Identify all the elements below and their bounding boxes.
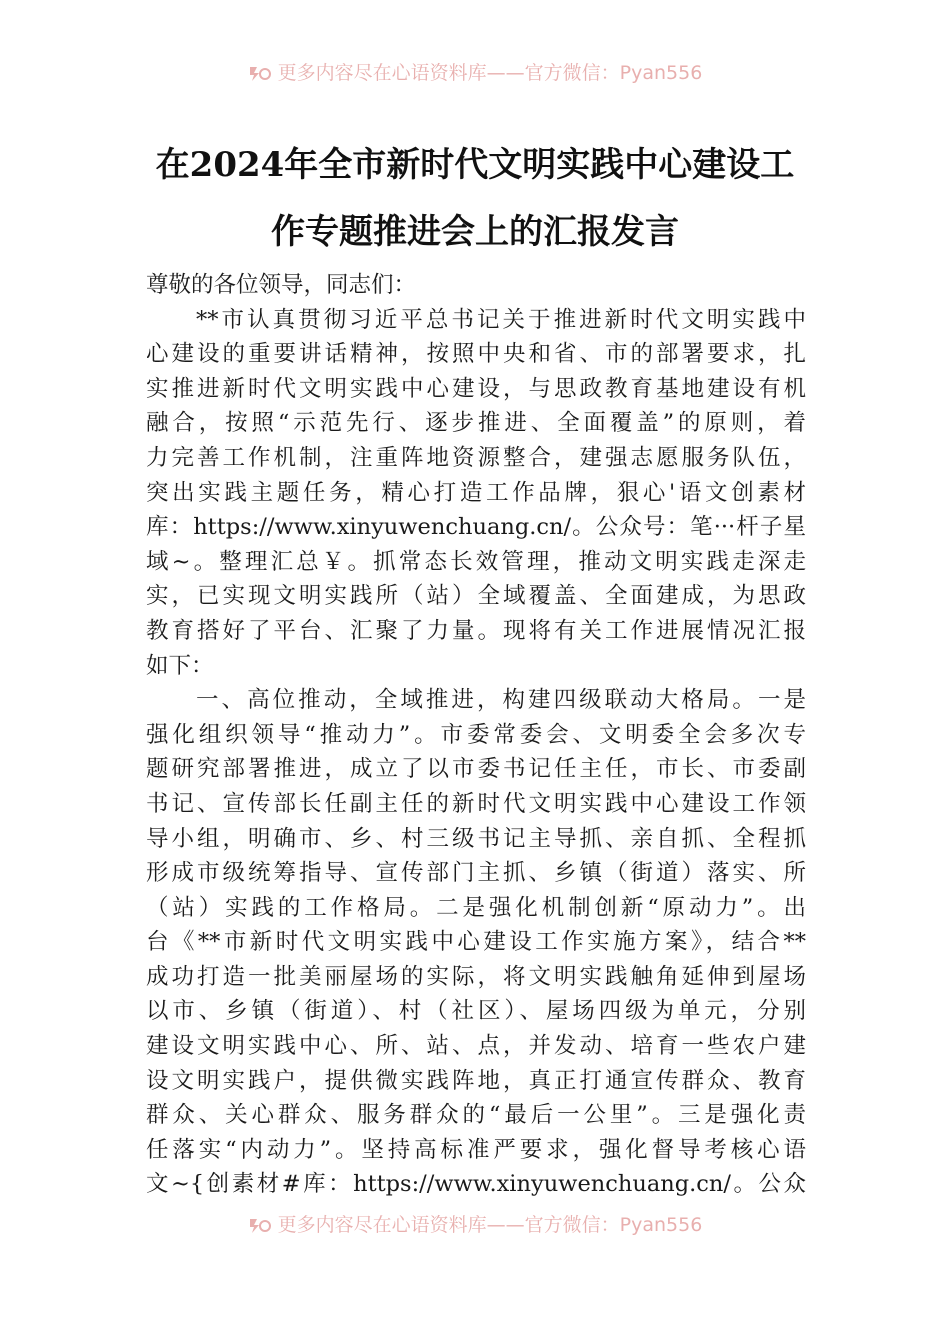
- watermark-top: [0, 58, 950, 85]
- body-line: 力完善工作机制，注重阵地资源整合，建强志愿服务队伍，: [146, 444, 806, 471]
- body-line: 库：https://www.xinyuwenchuang.cn/。公众号：笔···杆子星: [146, 514, 806, 541]
- body-line: 形成市级统筹指导、宣传部门主抓、乡镇（街道）落实、所: [146, 860, 806, 887]
- body-line: （站）实践的工作格局。二是强化机制创新“原动力”。出: [146, 894, 806, 921]
- title-line-2: 作专题推进会上的汇报发言: [271, 212, 679, 252]
- body-line: 导小组，明确市、乡、村三级书记主导抓、亲自抓、全程抓: [146, 825, 806, 852]
- body-line: 强化组织领导“推动力”。市委常委会、文明委全会多次专: [146, 721, 806, 748]
- logo-icon: [248, 63, 272, 83]
- body-line: **市认真贯彻习近平总书记关于推进新时代文明实践中: [196, 306, 806, 333]
- body-line: 域~。整理汇总￥。抓常态长效管理，推动文明实践走深走: [146, 548, 806, 575]
- title-line-1: 在2024年全市新时代文明实践中心建设工: [155, 145, 795, 185]
- body-line: 设文明实践户，提供微实践阵地，真正打通宣传群众、教育: [146, 1067, 806, 1094]
- body-line: 以市、乡镇（街道）、村（社区）、屋场四级为单元，分别: [146, 998, 806, 1025]
- watermark-top-text: 更多内容尽在心语资料库——官方微信：Pyan556: [277, 62, 703, 84]
- body-line: 台《**市新时代文明实践中心建设工作实施方案》，结合**: [146, 929, 806, 956]
- body-line: 任落实“内动力”。坚持高标准严要求，强化督导考核心语: [146, 1136, 806, 1163]
- body-line: 建设文明实践中心、所、站、点，并发动、培育一些农户建: [146, 1033, 806, 1060]
- body-line: 题研究部署推进，成立了以市委书记任主任，市长、市委副: [146, 756, 806, 783]
- body-line: 文~{创素材#库：https://www.xinyuwenchuang.cn/。公众: [146, 1171, 806, 1198]
- document-body: [146, 268, 806, 1202]
- watermark-bottom-text: 更多内容尽在心语资料库——官方微信：Pyan556: [277, 1214, 703, 1236]
- body-line: 群众、关心群众、服务群众的“最后一公里”。三是强化责: [146, 1102, 806, 1129]
- body-line: 融合，按照“示范先行、逐步推进、全面覆盖”的原则，着: [146, 410, 806, 437]
- body-line: 一、高位推动，全域推进，构建四级联动大格局。一是: [196, 687, 806, 714]
- body-line: 心建设的重要讲话精神，按照中央和省、市的部署要求，扎: [146, 341, 806, 368]
- logo-icon: [248, 1215, 272, 1235]
- body-line: 书记、宣传部长任副主任的新时代文明实践中心建设工作领: [146, 790, 806, 817]
- body-line: 实，已实现文明实践所（站）全域覆盖、全面建成，为思政: [146, 583, 806, 610]
- body-line-salutation: 尊敬的各位领导，同志们：: [146, 272, 417, 298]
- watermark-bottom: [0, 1210, 950, 1237]
- body-line: 教育搭好了平台、汇聚了力量。现将有关工作进展情况汇报: [146, 617, 806, 644]
- body-line: 实推进新时代文明实践中心建设，与思政教育基地建设有机: [146, 375, 806, 402]
- body-line: 突出实践主题任务，精心打造工作品牌，狠心'语文创素材: [146, 479, 806, 506]
- body-line: 如下：: [146, 652, 214, 679]
- body-line: 成功打造一批美丽屋场的实际，将文明实践触角延伸到屋场: [146, 963, 806, 990]
